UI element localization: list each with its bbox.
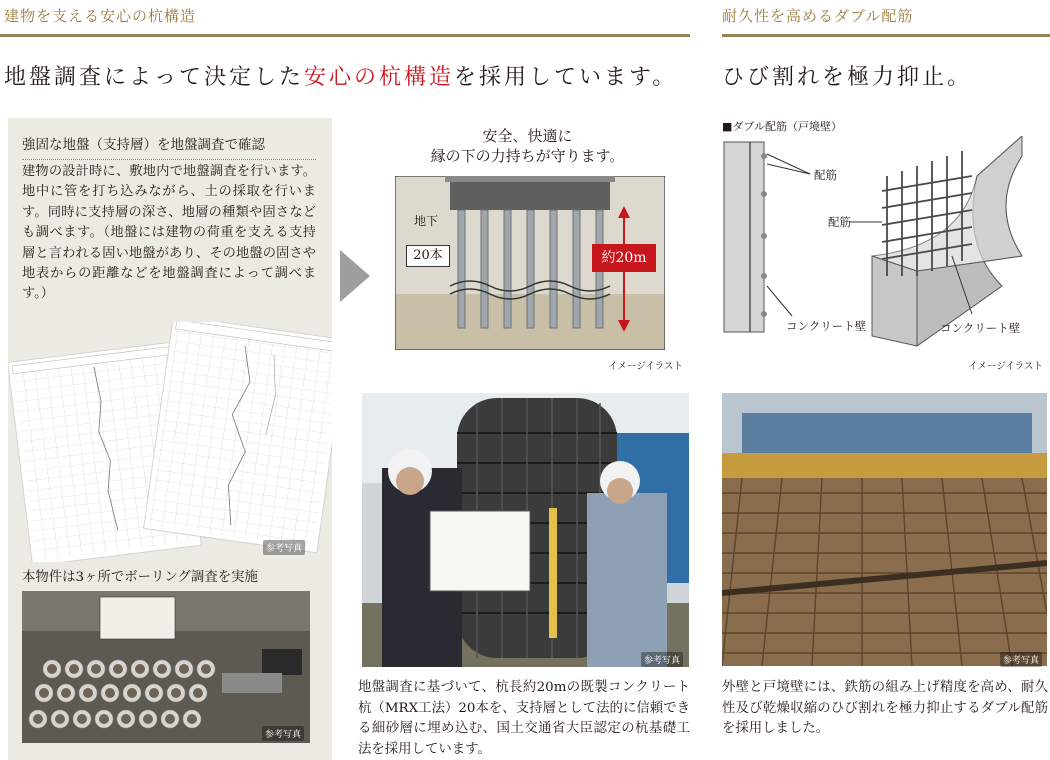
headline-text: 地盤調査によって決定した [4, 65, 305, 90]
left-headline [4, 60, 677, 91]
next-arrow-icon [340, 250, 370, 302]
right-headline: ひび割れを極力抑止。 [722, 65, 973, 90]
pile-caption-line1: 安全、快適に [482, 127, 573, 145]
pile-photo [362, 393, 689, 667]
soil-samples-photo [22, 591, 310, 743]
photo-label-boring: 参考写真 [263, 540, 305, 555]
rebar-label-2: 配筋 [828, 215, 851, 229]
rebar-diagram-title: ■ダブル配筋（戸境壁） [722, 120, 842, 133]
underground-label: 地下 [414, 214, 439, 228]
image-note-rebar: イメージイラスト [968, 361, 1043, 372]
survey-body: 建物の設計時に、敷地内で地盤調査を行います。地中に管を打ち込みながら、土の採取を行います。同時に支持層の深さ、地層の種類や固さなども調べます。（地盤には建物の荷重を支える支持層と言われる固い地盤があり、その地盤の固さや地表からの距離などを地盤調査によって調べます。） [22, 164, 316, 302]
right-section-title: 耐久性を高めるダブル配筋 [722, 7, 914, 25]
left-section-rule [0, 34, 690, 37]
image-note-pile: イメージイラスト [608, 361, 683, 372]
boring-log-sheets [8, 322, 332, 562]
photo-label-soil: 参考写真 [262, 726, 304, 741]
right-section-rule [722, 34, 1050, 37]
pile-count-label: 20本 [406, 245, 450, 267]
concrete-label-1: コンクリート壁 [786, 319, 867, 333]
rebar-photo [722, 393, 1047, 666]
boring-caption: 本物件は3ヶ所でボーリング調査を実施 [22, 570, 258, 585]
pile-caption-line2: 縁の下の力持ちが守ります。 [430, 147, 625, 165]
left-section-title: 建物を支える安心の杭構造 [4, 7, 197, 25]
pile-depth-label: 約20m [592, 244, 656, 272]
rebar-label-1: 配筋 [814, 168, 837, 182]
pile-caption: 地盤調査に基づいて、杭長約20mの既製コンクリート杭（MRX工法）20本を、支持層として法的に信頼できる細砂層に埋め込む、国土交通省大臣認定の杭基礎工法を採用しています。 [358, 680, 690, 757]
pile-diagram-caption [395, 126, 660, 166]
headline-text-end: を採用しています。 [454, 65, 678, 90]
rebar-caption: 外壁と戸境壁には、鉄筋の組み上げ精度を高め、耐久性及び乾燥収縮のひび割れを極力抑止するダブル配筋を採用しました。 [722, 680, 1048, 736]
photo-label-pile: 参考写真 [641, 652, 683, 667]
survey-heading: 強固な地盤（支持層）を地盤調査で確認 [22, 133, 316, 160]
concrete-label-2: コンクリート壁 [940, 321, 1021, 335]
photo-label-rebar: 参考写真 [1000, 652, 1042, 667]
headline-highlight: 安心の杭構造 [304, 65, 455, 90]
